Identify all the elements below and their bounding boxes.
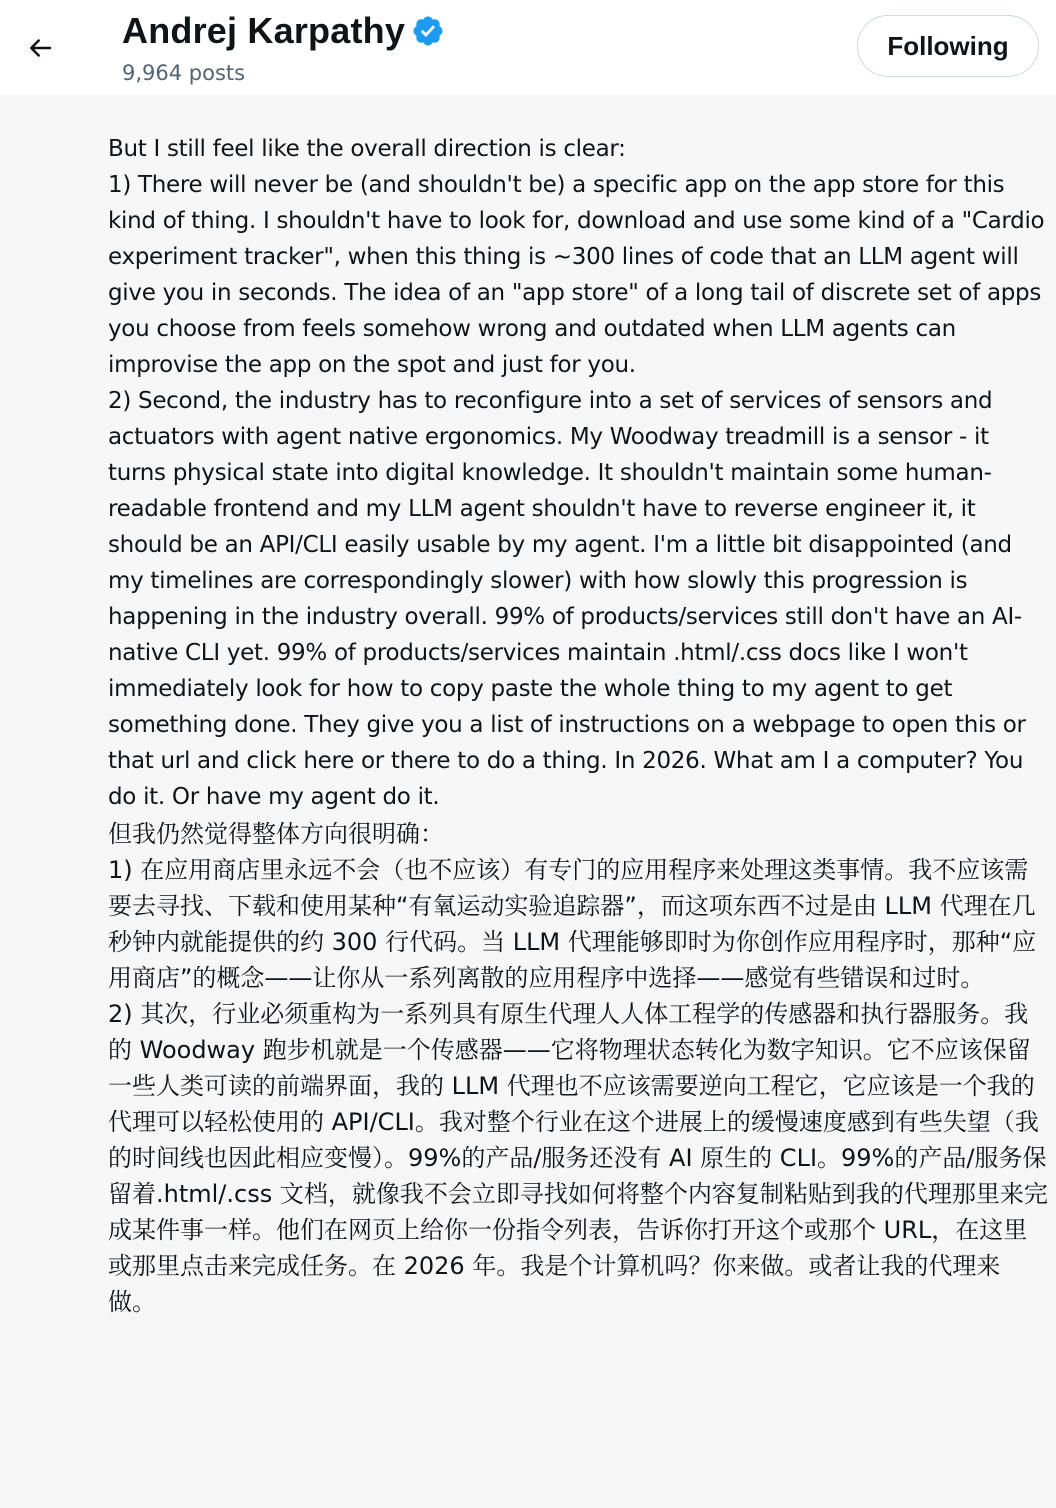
post-paragraph-translation: 2) 其次，行业必须重构为一系列具有原生代理人人体工程学的传感器和执行器服务。我的 Woodway 跑步机就是一个传感器——它将物理状态转化为数字知识。它不应该保留一些人类可读的前端界面，我的 LLM 代理也不应该需要逆向工程它，它应该是一个我的代理可以轻松使用的 API/CLI。我对整个行业在这个进展上的缓慢速度感到有些失望（我的时间线也因此相应变慢）。99%的产品/服务还没有 AI 原生的 CLI。99%的产品/服务保留着.html/.css 文档，就像我不会立即寻找如何将整个内容复制粘贴到我的代理那里来完成某件事一样。他们在网页上给你一份指令列表，告诉你打开这个或那个 URL，在这里或那里点击来完成任务。在 2026 年。我是个计算机吗？你来做。或者让我的代理来做。: [108, 1000, 1048, 1316]
profile-title: [122, 8, 445, 88]
post-paragraph: 1) There will never be (and shouldn't be) a specific app on the app store for this kind of thing. I shouldn't have to look for, download and use some kind of a "Cardio experiment tracker", when this thing is ~300 lines of code that an LLM agent will give you in seconds. The idea of an "app store" of a long tail of discrete set of apps you choose from feels somehow wrong and outdated when LLM agents can improvise the app on the spot and just for you.: [108, 172, 1052, 378]
post-body: [108, 131, 1052, 1320]
post-paragraph: But I still feel like the overall direction is clear:: [108, 136, 626, 162]
profile-name: Andrej Karpathy: [122, 10, 406, 51]
following-button[interactable]: Following: [857, 15, 1039, 77]
back-button[interactable]: [18, 26, 62, 70]
post-count: 9,964 posts: [122, 61, 246, 85]
post-paragraph-translation: 1) 在应用商店里永远不会（也不应该）有专门的应用程序来处理这类事情。我不应该需要去寻找、下载和使用某种“有氧运动实验追踪器”，而这项东西不过是由 LLM 代理在几秒钟内就能提供的约 300 行代码。当 LLM 代理能够即时为你创作应用程序时，那种“应用商店”的概念——让你从一系列离散的应用程序中选择——感觉有些错误和过时。: [108, 856, 1037, 992]
verified-badge-icon: [411, 14, 445, 48]
profile-header: [0, 0, 1056, 95]
post-paragraph-translation: 但我仍然觉得整体方向很明确：: [108, 820, 444, 848]
name-row: [122, 8, 445, 54]
arrow-left-icon: [25, 33, 55, 63]
post-paragraph: 2) Second, the industry has to reconfigure into a set of services of sensors and actuators with agent native ergonomics. My Woodway treadmill is a sensor - it turns physical state into digital knowledge. It shouldn't maintain some human-readable frontend and my LLM agent shouldn't have to reverse engineer it, it should be an API/CLI easily usable by my agent. I'm a little bit disappointed (and my timelines are correspondingly slower) with how slowly this progression is happening in the industry overall. 99% of products/services still don't have an AI-native CLI yet. 99% of products/services maintain .html/.css docs like I won't immediately look for how to copy paste the whole thing to my agent to get something done. They give you a list of instructions on a webpage to open this or that url and click here or there to do a thing. In 2026. What am I a computer? You do it. Or have my agent do it.: [108, 388, 1033, 810]
